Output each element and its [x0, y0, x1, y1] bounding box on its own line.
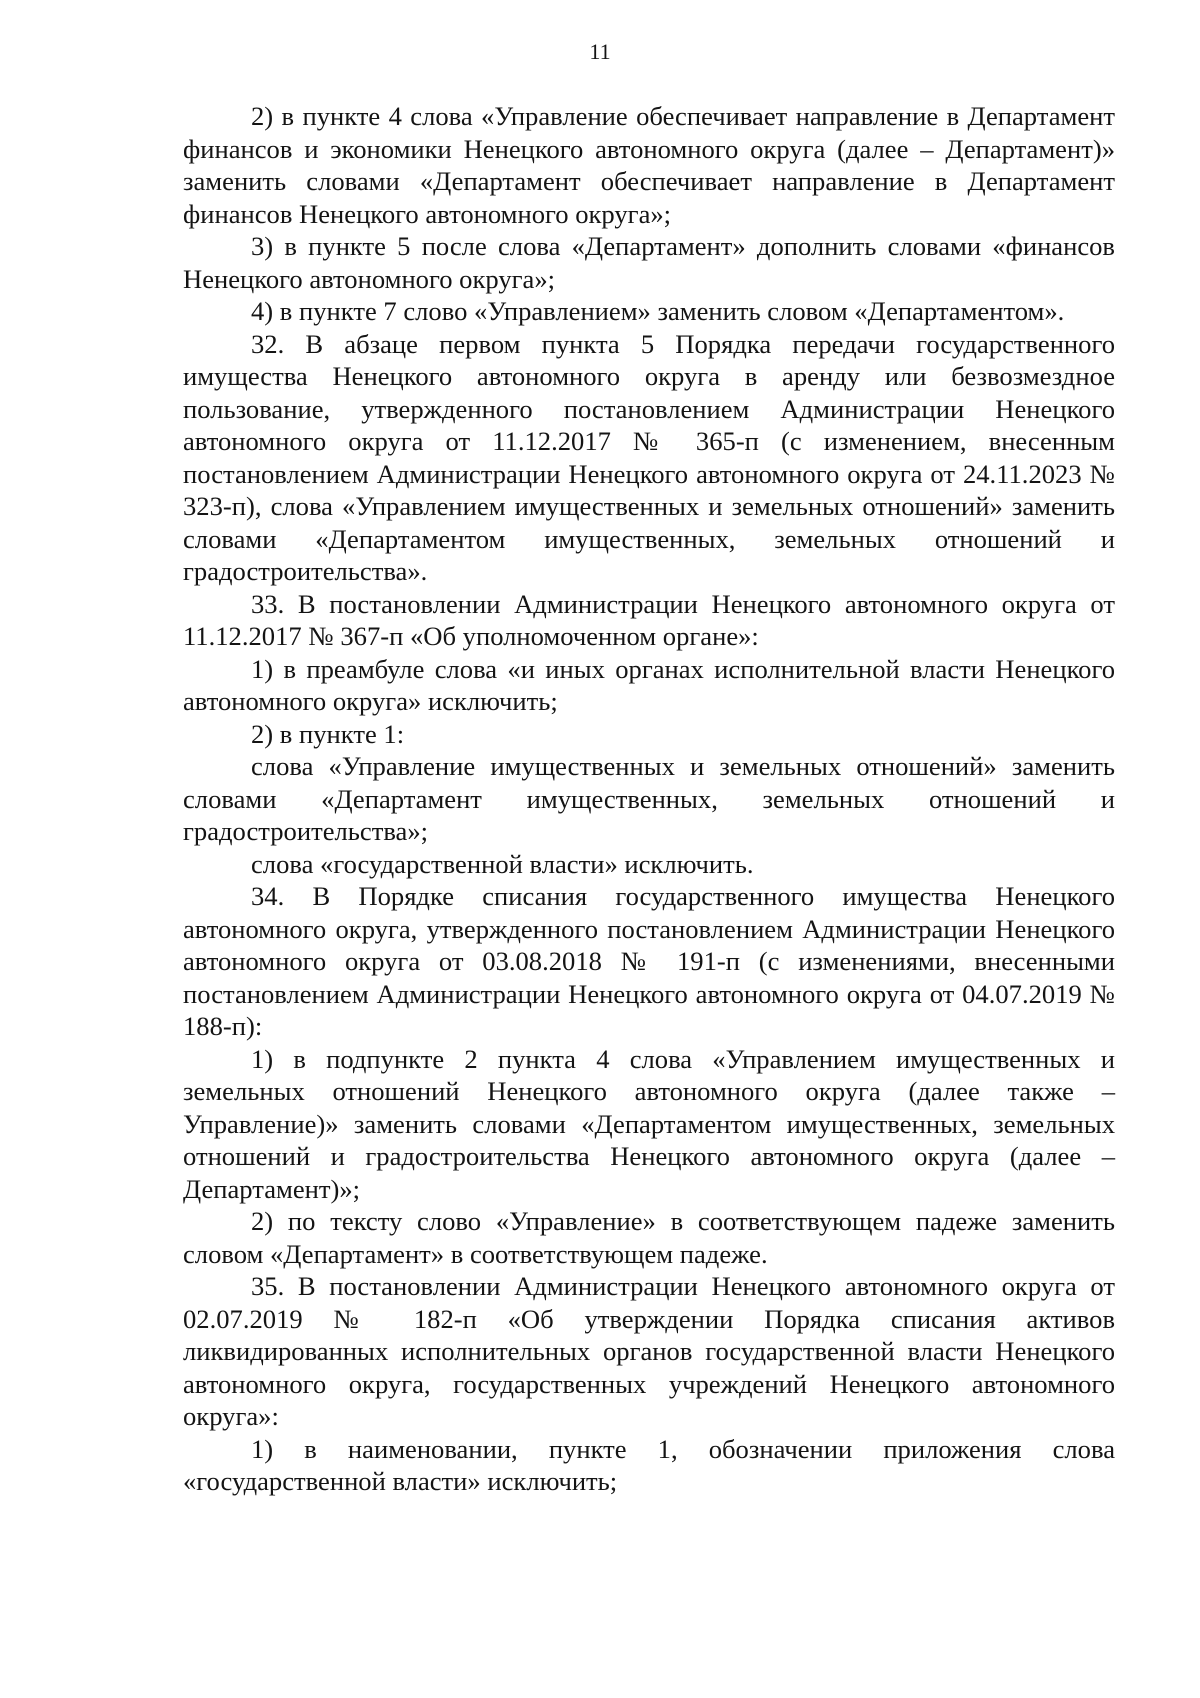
paragraph-4-point-7: 4) в пункте 7 слово «Управлением» заменить словом «Департаментом». — [251, 296, 1065, 326]
paragraph-34-subpoint-2: 1) в подпункте 2 пункта 4 слова «Управлением имущественных и земельных отношений Ненецкого автономного округа (далее также – Управление)» заменить словами «Департаментом имущественных, земельных отношений и градостроительства Ненецкого автономного округа (далее – Департамент)»; — [183, 1043, 1115, 1204]
document-body — [183, 100, 1115, 1498]
paragraph-3-point-5: 3) в пункте 5 после слова «Департамент» дополнить словами «финансов Ненецкого автономного округа»; — [183, 231, 1115, 294]
paragraph-33-words-department: слова «Управление имущественных и земельных отношений» заменить словами «Департамент имущественных, земельных отношений и градостроительства»; — [183, 751, 1115, 846]
paragraph-33-words-state-power: слова «государственной власти» исключить. — [251, 848, 754, 879]
paragraph-item-34: 34. В Порядке списания государственного имущества Ненецкого автономного округа, утвержденного постановлением Администрации Ненецкого автономного округа от 03.08.2018 № 191-п (с изменениями, внесенными постановлением Администрации Ненецкого автономного округа от 04.07.2019 № 188-п): — [183, 881, 1115, 1041]
paragraph-item-32: 32. В абзаце первом пункта 5 Порядка передачи государственного имущества Ненецкого автономного округа в аренду или безвозмездное пользование, утвержденного постановлением Администрации Ненецкого автономного округа от 11.12.2017 № 365-п (с изменением, внесенным постановлением Администрации Ненецкого автономного округа от 24.11.2023 № 323-п), слова «Управлением имущественных и земельных отношений» заменить словами «Департаментом имущественных, земельных отношений и градостроительства». — [183, 328, 1115, 586]
paragraph-item-35: 35. В постановлении Администрации Ненецкого автономного округа от 02.07.2019 № 182-п «Об утверждении Порядка списания активов ликвидированных исполнительных органов государственной власти Ненецкого автономного округа, государственных учреждений Ненецкого автономного округа»: — [183, 1271, 1115, 1431]
paragraph-35-name: 1) в наименовании, пункте 1, обозначении приложения слова «государственной власти» исключить; — [183, 1433, 1115, 1496]
page-number: 11 — [589, 39, 611, 64]
paragraph-34-text-replace: 2) по тексту слово «Управление» в соответствующем падеже заменить словом «Департамент» в соответствующем падеже. — [183, 1206, 1115, 1269]
paragraph-33-preamble: 1) в преамбуле слова «и иных органах исполнительной власти Ненецкого автономного округа» исключить; — [183, 653, 1115, 716]
paragraph-33-point-1: 2) в пункте 1: — [251, 718, 405, 749]
paragraph-2-fin-dept: 2) в пункте 4 слова «Управление обеспечивает направление в Департамент финансов и экономики Ненецкого автономного округа (далее – Департамент)» заменить словами «Департамент обеспечивает направление в Департамент финансов Ненецкого автономного округа»; — [183, 101, 1115, 229]
paragraph-item-33: 33. В постановлении Администрации Ненецкого автономного округа от 11.12.2017 № 367-п «Об уполномоченном органе»: — [183, 588, 1115, 651]
